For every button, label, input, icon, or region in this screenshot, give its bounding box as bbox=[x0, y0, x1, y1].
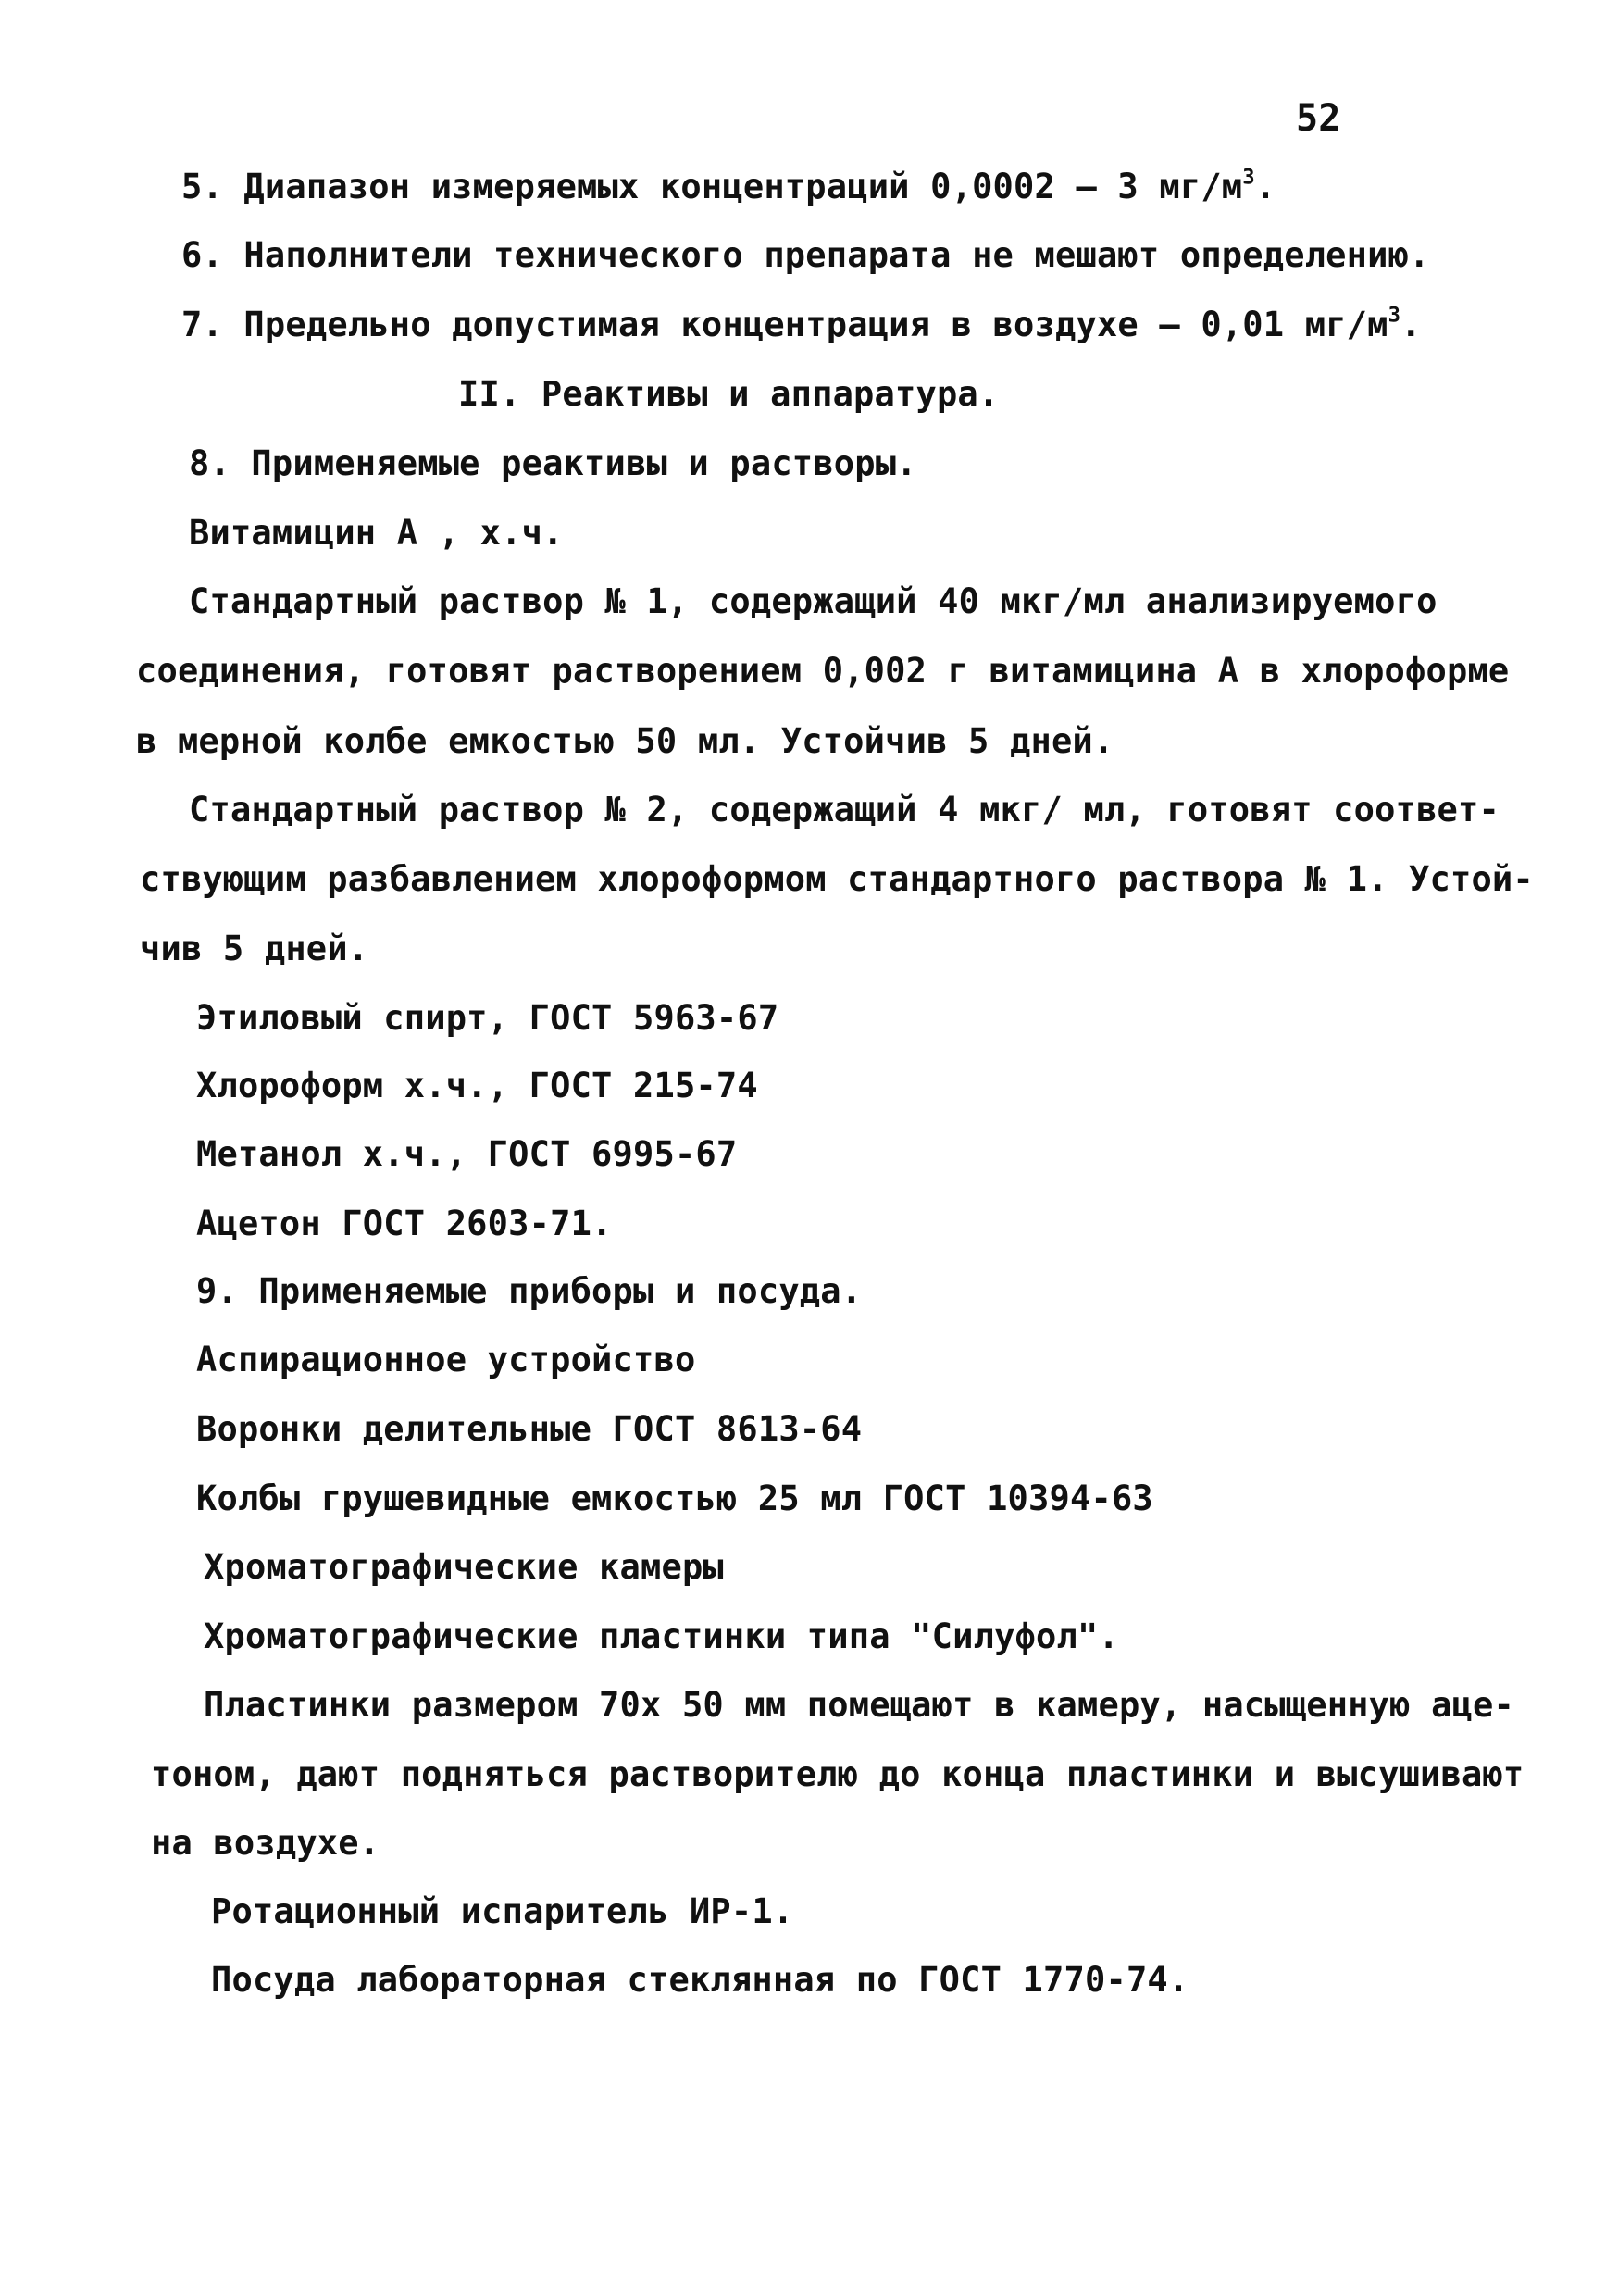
plates-procedure-line: тоном, дают подняться растворителю до конца пластинки и высушивают bbox=[151, 1754, 1525, 1794]
equipment-evaporator: Ротационный испаритель ИР-1. bbox=[211, 1891, 794, 1931]
superscript: 3 bbox=[1242, 165, 1255, 190]
section-heading: II. Реактивы и аппаратура. bbox=[458, 374, 1000, 414]
reagent-ethanol: Этиловый спирт, ГОСТ 5963-67 bbox=[196, 998, 779, 1038]
item-6-fillers: 6. Наполнители технического препарата не мешают определению. bbox=[181, 235, 1430, 275]
plates-procedure-line: Пластинки размером 70х 50 мм помещают в камеру, насыщенную аце- bbox=[204, 1685, 1514, 1725]
reagent-vitamycin: Витамицин А , х.ч. bbox=[189, 513, 564, 553]
item-5-range: 5. Диапазон измеряемых концентраций 0,0002 – 3 $мг/м^3$. bbox=[181, 165, 1276, 206]
standard-solution-2-line: Стандартный раствор № 2, содержащий 4 мкг/ мл, готовят соответ- bbox=[189, 790, 1500, 830]
item-8-reagents: 8. Применяемые реактивы и растворы. bbox=[189, 443, 917, 483]
item-9-equipment: 9. Применяемые приборы и посуда. bbox=[196, 1271, 863, 1311]
reagent-chloroform: Хлороформ х.ч., ГОСТ 215-74 bbox=[196, 1066, 758, 1105]
standard-solution-2-line: чив 5 дней. bbox=[140, 929, 369, 968]
reagent-acetone: Ацетон ГОСТ 2603-71. bbox=[196, 1204, 613, 1243]
equipment-glassware: Посуда лабораторная стеклянная по ГОСТ 1770-74. bbox=[211, 1960, 1189, 2000]
page-number: 52 bbox=[1296, 97, 1341, 140]
equipment-plates: Хроматографические пластинки типа "Силуфол". bbox=[204, 1616, 1119, 1656]
reagent-methanol: Метанол х.ч., ГОСТ 6995-67 bbox=[196, 1134, 738, 1174]
equipment-chambers: Хроматографические камеры bbox=[204, 1547, 724, 1587]
item-7-mac: 7. Предельно допустимая концентрация в воздухе – 0,01 $мг/м^3$. bbox=[181, 303, 1422, 344]
standard-solution-2-line: ствующим разбавлением хлороформом стандартного раствора № 1. Устой- bbox=[140, 859, 1534, 899]
equipment-funnels: Воронки делительные ГОСТ 8613-64 bbox=[196, 1409, 863, 1449]
equipment-aspiration: Аспирационное устройство bbox=[196, 1340, 696, 1379]
superscript: 3 bbox=[1388, 303, 1401, 328]
plates-procedure-line: на воздухе. bbox=[151, 1823, 380, 1863]
equipment-flasks: Колбы грушевидные емкостью 25 мл ГОСТ 10394-63 bbox=[196, 1479, 1153, 1518]
standard-solution-1-line: Стандартный раствор № 1, содержащий 40 мкг/мл анализируемого bbox=[189, 581, 1438, 621]
standard-solution-1-line: в мерной колбе емкостью 50 мл. Устойчив 5 дней. bbox=[136, 721, 1114, 761]
standard-solution-1-line: соединения, готовят растворением 0,002 г витамицина А в хлороформе bbox=[136, 651, 1510, 691]
